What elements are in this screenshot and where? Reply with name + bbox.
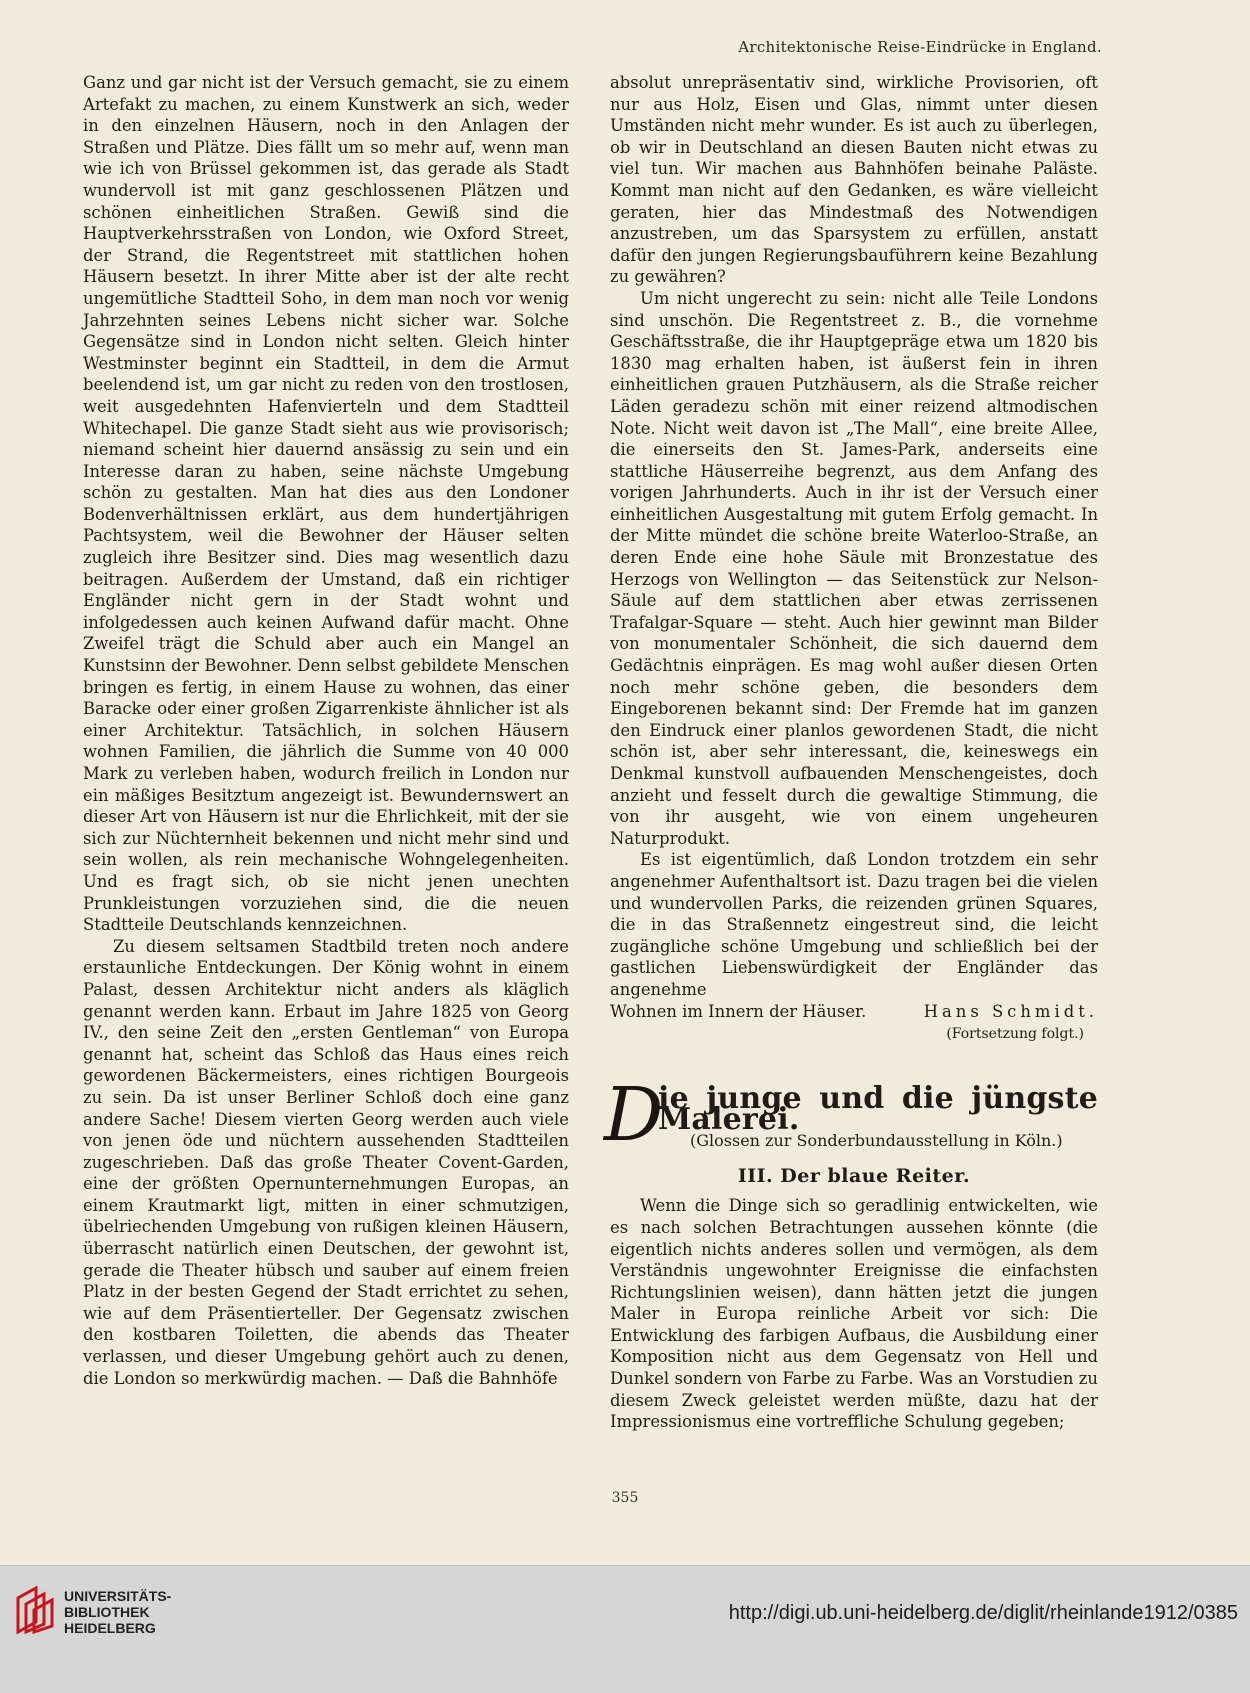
signature-last-line: Wohnen im Innern der Häuser. xyxy=(610,1001,867,1021)
right-column xyxy=(604,72,1098,1433)
article-paragraph: Wenn die Dinge sich so geradlinig entwickelten, wie es nach solchen Betrachtungen aussehen könnte (die eigentlich nichts anderes sollen und vermögen, als dem Verständnis ungewohnter Ereignisse die einfachsten Richtungslinien weisen), dann hätten jetzt die jungen Maler in Europa reinliche Arbeit vor sich: Die Entwicklung des farbigen Aufbaus, die Ausbildung einer Komposition nicht aus dem Gegensatz von Hell und Dunkel sondern von Farbe zu Farbe. Was an Vorstudien zu diesem Zweck geleistet werden müßte, dazu hat der Impressionismus eine vortreffliche Schulung gegeben; xyxy=(610,1196,1098,1432)
right-paragraph-2: Um nicht ungerecht zu sein: nicht alle Teile Londons sind unschön. Die Regentstreet z. B., die vornehme Geschäftsstraße, die ihr Hauptgepräge etwa um 1820 bis 1830 mag erhalten haben, ist äußerst fein in ihren einheitlichen grauen Putzhäusern, als die Straße reicher Läden geradezu schön mit einer reizend altmodischen Note. Nicht weit davon ist „The Mall“, eine breite Allee, die einerseits den St. James-Park, anderseits eine stattliche Häuserreihe begrenzt, aus dem Anfang des vorigen Jahrhunderts. Auch in ihr ist der Versuch einer einheitlichen Ausgestaltung mit gutem Erfolg gemacht. In der Mitte mündet die schöne breite Waterloo-Straße, an deren Ende eine hohe Säule mit Bronzestatue des Herzogs von Wellington — das Seitenstück zur Nelson-Säule auf dem stattlichen aber etwas zerrissenen Trafalgar-Square — steht. Auch hier gewinnt man Bilder von monumentaler Schönheit, die sich dauernd dem Gedächtnis einprägen. Es mag wohl außer diesen Orten noch mehr schöne geben, die besonders dem Eingeborenen bekannt sind: Der Fremde hat im ganzen den Eindruck einer planlos gewordenen Stadt, die nicht schön ist, aber sehr interessant, die, keineswegs ein Denkmal kunstvoll aufbauenden Menschengeistes, doch anzieht und fesselt durch die gewaltige Stimmung, die von ihr ausgeht, wie von einem ungeheuren Naturprodukt. xyxy=(610,288,1098,848)
drop-cap: D xyxy=(604,1071,664,1158)
right-paragraph-1: absolut unrepräsentativ sind, wirkliche Provisorien, oft nur aus Holz, Eisen und Glas, nimmt unter diesen Umständen nicht mehr wunder. Es ist auch zu überlegen, ob wir in Deutschland an diesen Bauten nicht etwas zu viel tun. Wir machen aus Bahnhöfen beinahe Paläste. Kommt man nicht auf den Gedanken, es wäre vielleicht geraten, hier das Mindestmaß des Notwendigen anzustreben, um das Sparsystem zu erfüllen, anstatt dafür den jungen Regierungsbauführern keine Bezahlung zu gewähren? xyxy=(610,73,1098,287)
library-name xyxy=(64,1588,171,1636)
page-number: 355 xyxy=(611,1490,639,1506)
article-subtitle: (Glossen zur Sonderbundausstellung in Köln.) xyxy=(690,1130,1063,1150)
library-name-line1: UNIVERSITÄTS- xyxy=(64,1588,172,1604)
left-column xyxy=(83,72,569,1389)
section-title: III. Der blaue Reiter. xyxy=(737,1164,971,1187)
article-title: ie junge und die jüngste Malerei. xyxy=(658,1080,1098,1138)
library-logo-icon xyxy=(14,1586,58,1634)
left-paragraph-2: Zu diesem seltsamen Stadtbild treten noch andere erstaunliche Entdeckungen. Der König wohnt in einem Palast, dessen Architektur nicht anders als kläglich genannt werden kann. Erbaut im Jahre 1825 von Georg IV., den seine Zeit den „ersten Gentleman“ von Europa genannt hat, scheint das Schloß das Haus eines reich gewordenen Bäckermeisters, eines richtigen Bourgeois zu sein. Da ist unser Berliner Schloß doch eine ganz andere Sache! Diesem vierten Georg werden auch viele von jenen öde und nüchtern aussehenden Stadtteilen zugeschrieben. Daß das große Theater Covent-Garden, eine der größten Opernunternehmungen Europas, an einem Krautmarkt ligt, mitten in einer schmutzigen, übelriechenden Umgebung von rußigen kleinen Häusern, überrascht natürlich einen Deutschen, der gewohnt ist, gerade die Theater hübsch und sauber auf einem freien Platz in der besten Gegend der Stadt errichtet zu sehen, wie auf dem Präsentierteller. Der Gegensatz zwischen den kostbaren Toiletten, die abends das Theater verlassen, und dieser Umgebung gehört auch zu denen, die London so merkwürdig machen. — Daß die Bahnhöfe xyxy=(83,936,569,1388)
library-name-line2: BIBLIOTHEK xyxy=(64,1604,150,1620)
article-heading xyxy=(604,1071,1098,1160)
running-head: Architektonische Reise-Eindrücke in England. xyxy=(738,38,1102,56)
left-paragraph-1: Ganz und gar nicht ist der Versuch gemacht, sie zu einem Artefakt zu machen, zu einem Kunstwerk an sich, weder in den einzelnen Häusern, noch in den Anlagen der Straßen und Plätze. Dies fällt um so mehr auf, wenn man wie ich von Brüssel gekommen ist, das gerade als Stadt wundervoll ist mit ganz geschlossenen Plätzen und schönen einheitlichen Straßen. Gewiß sind die Hauptverkehrsstraßen von London, wie Oxford Street, der Strand, die Regentstreet mit stattlichen hohen Häusern besetzt. In ihrer Mitte aber ist der alte recht ungemütliche Stadtteil Soho, in dem man noch vor wenig Jahrzehnten seines Lebens nicht sicher war. Solche Gegensätze sind in London nicht selten. Gleich hinter Westminster beginnt ein Stadtteil, in dem die Armut beelendend ist, um gar nicht zu reden von den trostlosen, weit ausgedehnten Hafenvierteln und dem Stadtteil Whitechapel. Die ganze Stadt sieht aus wie provisorisch; niemand scheint hier dauernd ansässig zu sein und ein Interesse daran zu haben, seine nächste Umgebung schön zu gestalten. Man hat dies aus den Londoner Bodenverhältnissen erklärt, aus dem hundertjährigen Pachtsystem, weil die Bewohner der Häuser selten zugleich ihre Besitzer sind. Dies mag wesentlich dazu beitragen. Außerdem der Umstand, daß ein richtiger Engländer nicht gern in der Stadt wohnt und infolgedessen auch keinen Aufwand dafür macht. Ohne Zweifel trägt die Schuld aber auch ein Mangel an Kunstsinn der Bewohner. Denn selbst gebildete Menschen bringen es fertig, in einem Hause zu wohnen, das einer Baracke oder einer großen Zigarrenkiste ähnlicher ist als einer Architektur. Tatsächlich, in solchen Häusern wohnen Familien, die jährlich die Summe von 40 000 Mark zu verleben haben, wodurch freilich in London nur ein mäßiges Besitztum angezeigt ist. Bewundernswert an dieser Art von Häusern ist nur die Ehrlichkeit, mit der sie sich zur Nüchternheit bekennen und nicht mehr sind und sein wollen, als rein mechanische Wohngelegenheiten. Und es fragt sich, ob sie nicht jenen unechten Prunkleistungen vorzuziehen sind, die die neuen Stadtteile Deutschlands kennzeichnen. xyxy=(83,73,569,935)
permalink-url[interactable]: http://digi.ub.uni-heidelberg.de/diglit/rheinlande1912/0385 xyxy=(728,1602,1238,1624)
footer-bar xyxy=(0,1565,1250,1693)
library-name-line3: HEIDELBERG xyxy=(64,1620,156,1636)
continuation-note: (Fortsetzung folgt.) xyxy=(946,1026,1084,1043)
signature-line xyxy=(610,1001,1098,1023)
author-name: Hans Schmidt. xyxy=(923,1001,1098,1021)
right-paragraph-3: Es ist eigentümlich, daß London trotzdem ein sehr angenehmer Aufenthaltsort ist. Dazu tragen bei die vielen und wundervollen Parks, die reizenden grünen Squares, die in das Straßennetz eingestreut sind, die leicht zugängliche schöne Umgebung und schließlich bei der gastlichen Liebenswürdigkeit der Engländer das angenehme xyxy=(610,850,1098,999)
